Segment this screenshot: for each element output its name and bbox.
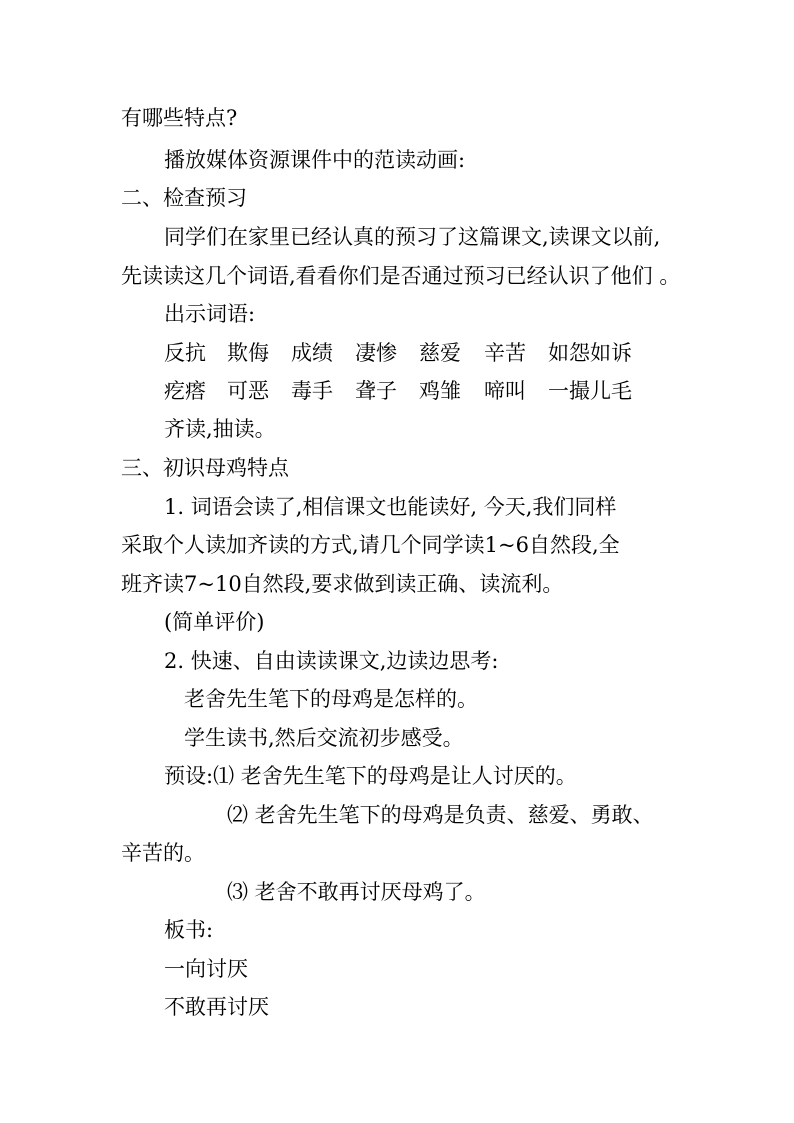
text-line: 先读读这几个词语,看看你们是否通过预习已经认识了他们 。	[121, 264, 681, 288]
text-line: 班齐读7~10自然段,要求做到读正确、读流利。	[121, 572, 564, 596]
vocab-word: 可恶	[227, 379, 269, 403]
text-line: 2. 快速、自由读读课文,边读边思考:	[164, 649, 499, 673]
text-line: 同学们在家里已经认真的预习了这篇课文,读课文以前,	[164, 225, 661, 249]
vocab-word: 欺侮	[227, 341, 269, 365]
vocab-word: 一撮儿毛	[548, 379, 632, 403]
text-line: 预设:⑴ 老舍先生笔下的母鸡是让人讨厌的。	[164, 764, 577, 788]
text-line: 不敢再讨厌	[164, 995, 269, 1019]
vocab-word: 凄惨	[355, 341, 397, 365]
vocab-word: 毒手	[291, 379, 333, 403]
text-line: 学生读书,然后交流初步感受。	[184, 726, 464, 750]
vocab-word: 鸡雏	[419, 379, 461, 403]
text-line: 有哪些特点?	[121, 106, 238, 130]
text-line: (简单评价)	[164, 610, 265, 634]
vocab-word: 啼叫	[484, 379, 526, 403]
section-heading: 三、初识母鸡特点	[121, 456, 289, 480]
vocab-word: 疙瘩	[164, 379, 206, 403]
vocab-word: 如怨如诉	[548, 341, 632, 365]
text-line: 老舍先生笔下的母鸡是怎样的。	[184, 687, 478, 711]
vocab-word: 反抗	[164, 341, 206, 365]
section-heading: 二、检查预习	[121, 186, 247, 210]
vocab-word: 慈爱	[419, 341, 461, 365]
text-line: 板书:	[164, 918, 214, 942]
text-line: 一向讨厌	[164, 957, 248, 981]
text-line: 采取个人读加齐读的方式,请几个同学读1~6自然段,全	[121, 533, 620, 557]
text-line: 出示词语:	[164, 302, 256, 326]
text-line: 辛苦的。	[121, 841, 205, 865]
vocab-word: 辛苦	[484, 341, 526, 365]
text-line: 1. 词语会读了,相信课文也能读好, 今天,我们同样	[164, 495, 617, 519]
text-line: 齐读,抽读。	[164, 417, 276, 441]
text-line: ⑶ 老舍不敢再讨厌母鸡了。	[227, 880, 486, 904]
vocab-word: 聋子	[355, 379, 397, 403]
text-line: ⑵ 老舍先生笔下的母鸡是负责、慈爱、勇敢、	[227, 803, 654, 827]
vocab-word: 成绩	[291, 341, 333, 365]
text-line: 播放媒体资源课件中的范读动画:	[164, 148, 466, 172]
